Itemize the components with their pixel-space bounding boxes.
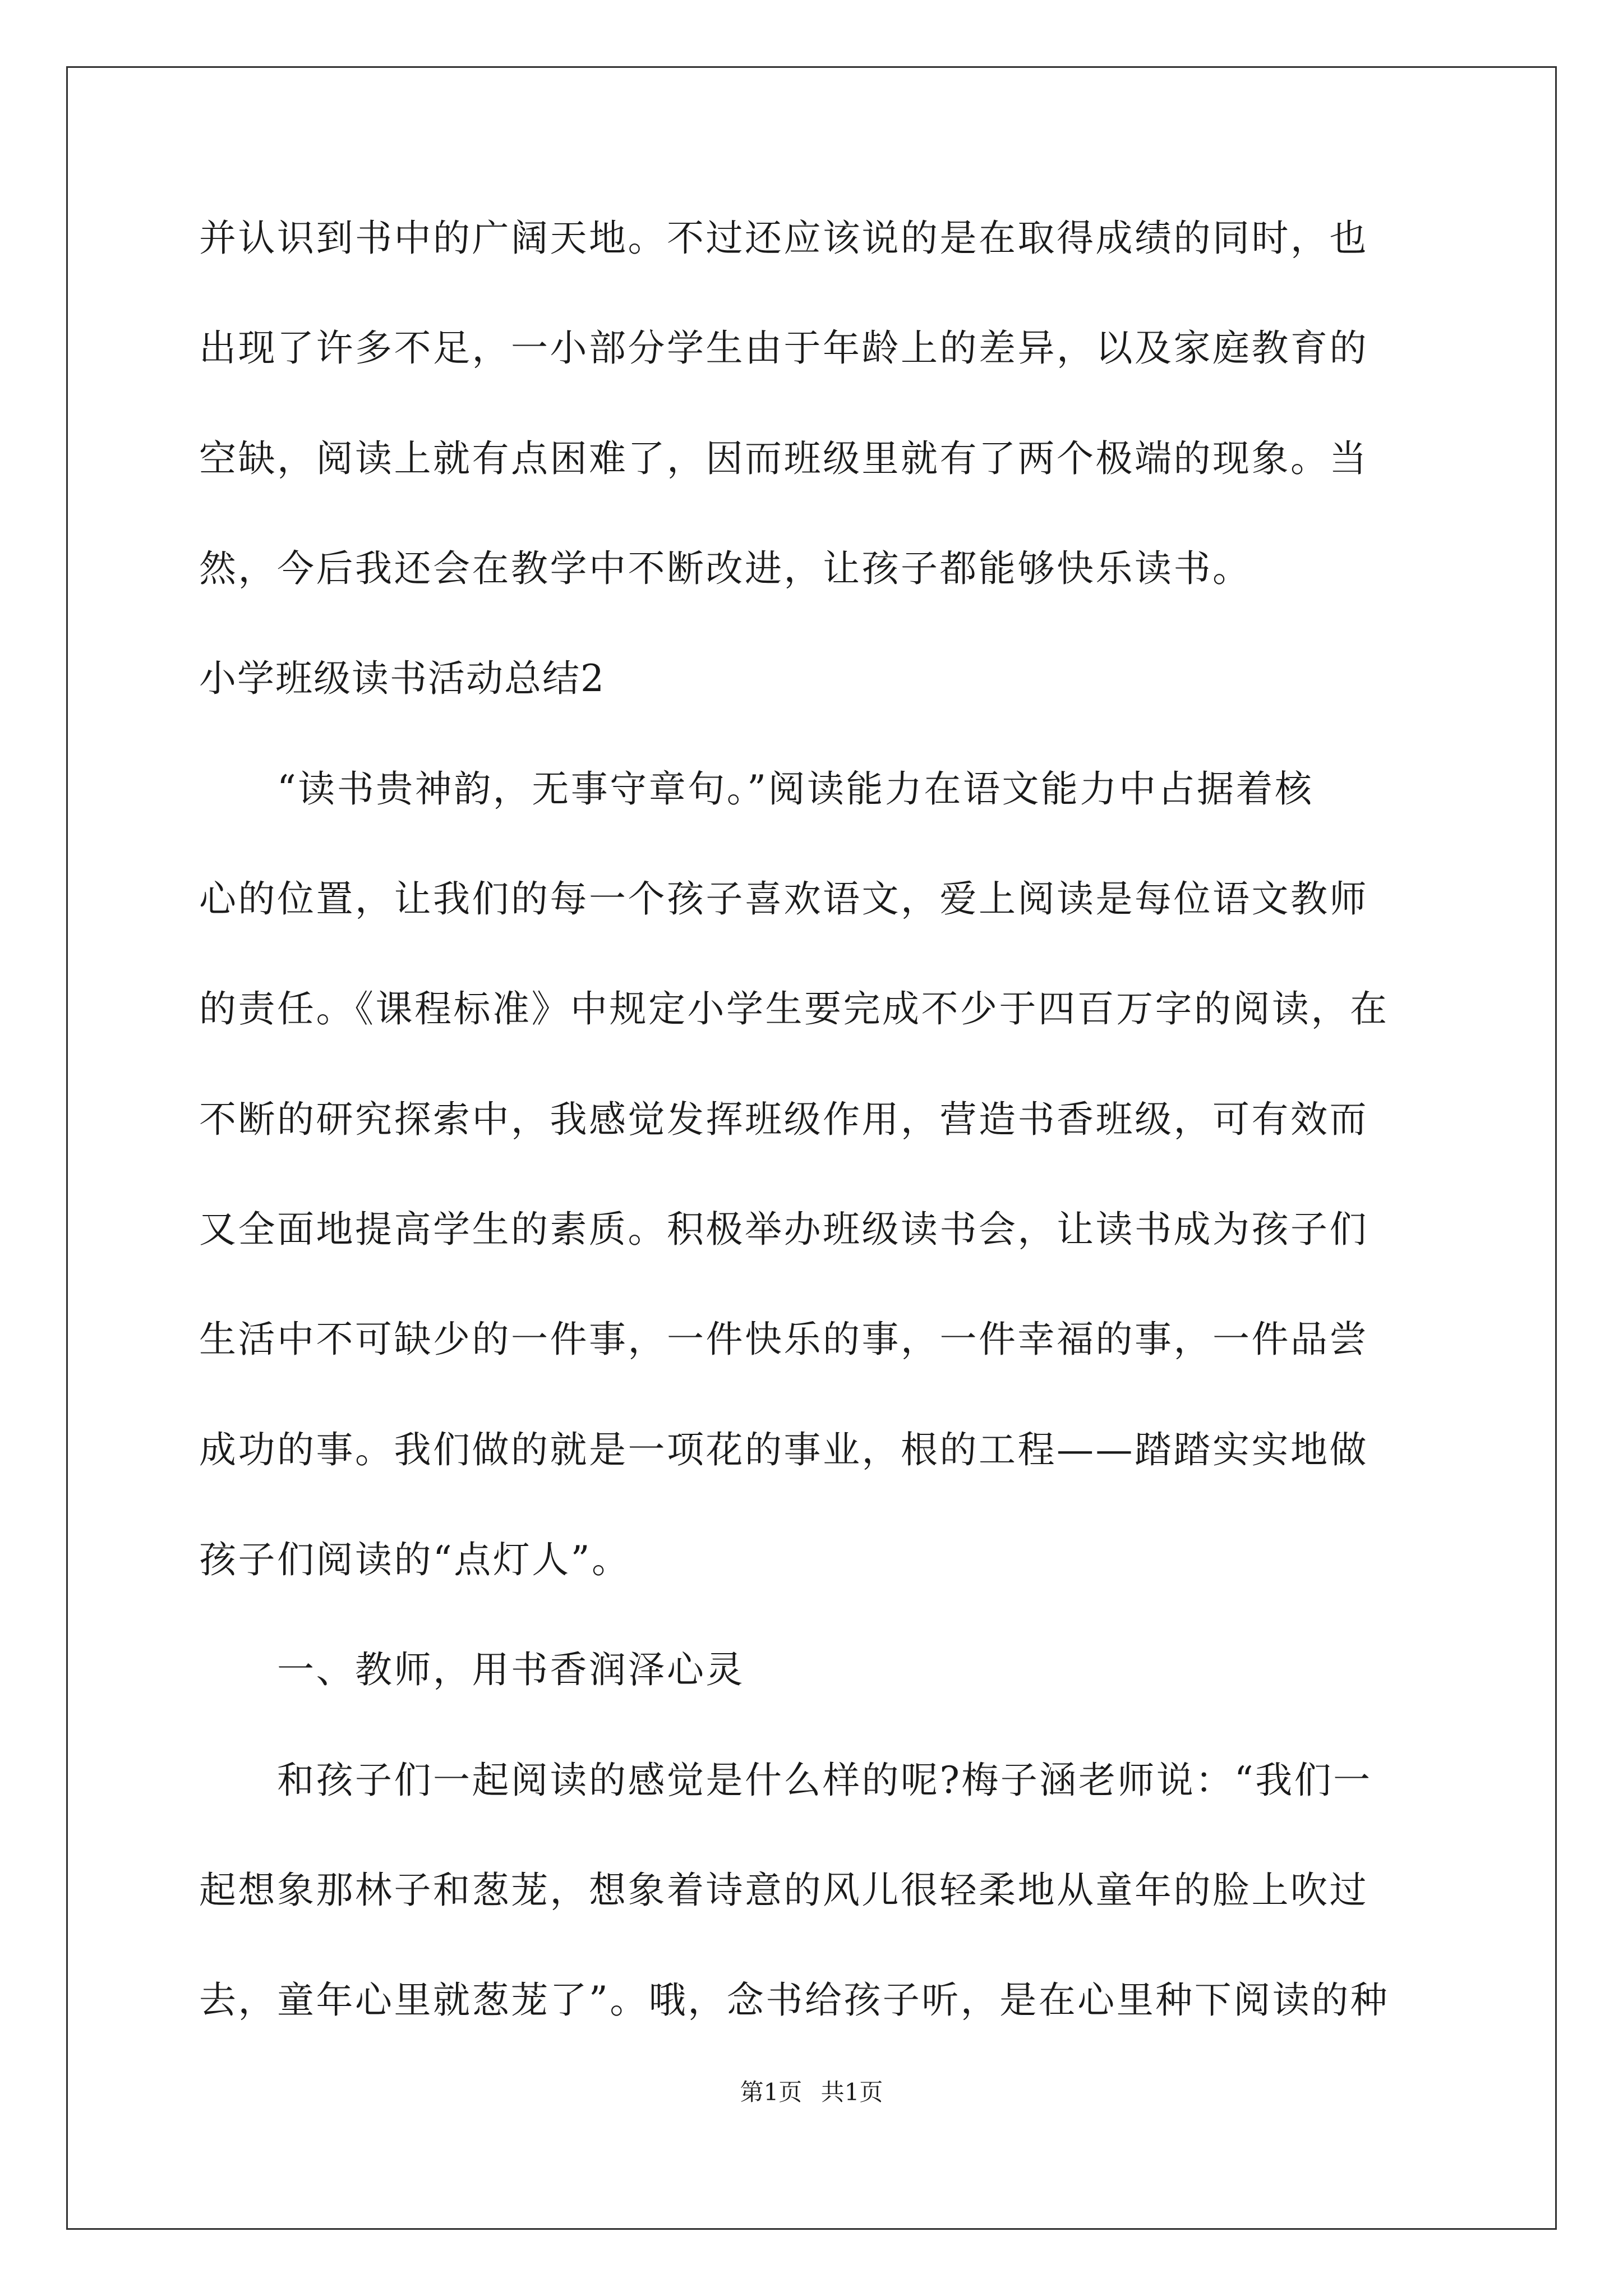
text-line: 又全面地提高学生的素质。积极举办班级读书会，让读书成为孩子们 bbox=[199, 1208, 1368, 1251]
page-footer bbox=[0, 2076, 1623, 2109]
section-heading: 小学班级读书活动总结2 bbox=[199, 657, 605, 700]
text-line: 心的位置，让我们的每一个孩子喜欢语文，爱上阅读是每位语文教师 bbox=[199, 877, 1368, 921]
page-number-total: 共1页 bbox=[820, 2078, 883, 2106]
text-line: 和孩子们一起阅读的感觉是什么样的呢?梅子涵老师说：“我们一 bbox=[199, 1759, 1372, 1802]
page-number-current: 第1页 bbox=[740, 2078, 803, 2106]
text-line: 去，童年心里就葱茏了”。哦，念书给孩子听，是在心里种下阅读的种 bbox=[199, 1978, 1390, 2022]
text-line: 并认识到书中的广阔天地。不过还应该说的是在取得成绩的同时，也 bbox=[199, 217, 1368, 260]
text-line: 不断的研究探索中，我感觉发挥班级作用，营造书香班级，可有效而 bbox=[199, 1098, 1368, 1141]
text-line: 孩子们阅读的“点灯人”。 bbox=[199, 1538, 631, 1581]
text-line: 成功的事。我们做的就是一项花的事业，根的工程——踏踏实实地做 bbox=[199, 1428, 1368, 1471]
text-line: 空缺，阅读上就有点困难了，因而班级里就有了两个极端的现象。当 bbox=[199, 437, 1368, 480]
text-line: 起想象那林子和葱茏，想象着诗意的风儿很轻柔地从童年的脸上吹过 bbox=[199, 1869, 1368, 1912]
text-line: “读书贵神韵，无事守章句。”阅读能力在语文能力中占据着核 bbox=[199, 767, 1314, 811]
text-line: 出现了许多不足，一小部分学生由于年龄上的差异，以及家庭教育的 bbox=[199, 326, 1368, 370]
text-line: 的责任。《课程标准》中规定小学生要完成不少于四百万字的阅读，在 bbox=[199, 987, 1389, 1030]
subsection-heading: 一、教师，用书香润泽心灵 bbox=[199, 1648, 745, 1691]
text-line: 然，今后我还会在教学中不断改进，让孩子都能够快乐读书。 bbox=[199, 547, 1252, 590]
text-line: 生活中不可缺少的一件事，一件快乐的事，一件幸福的事，一件品尝 bbox=[199, 1318, 1368, 1361]
